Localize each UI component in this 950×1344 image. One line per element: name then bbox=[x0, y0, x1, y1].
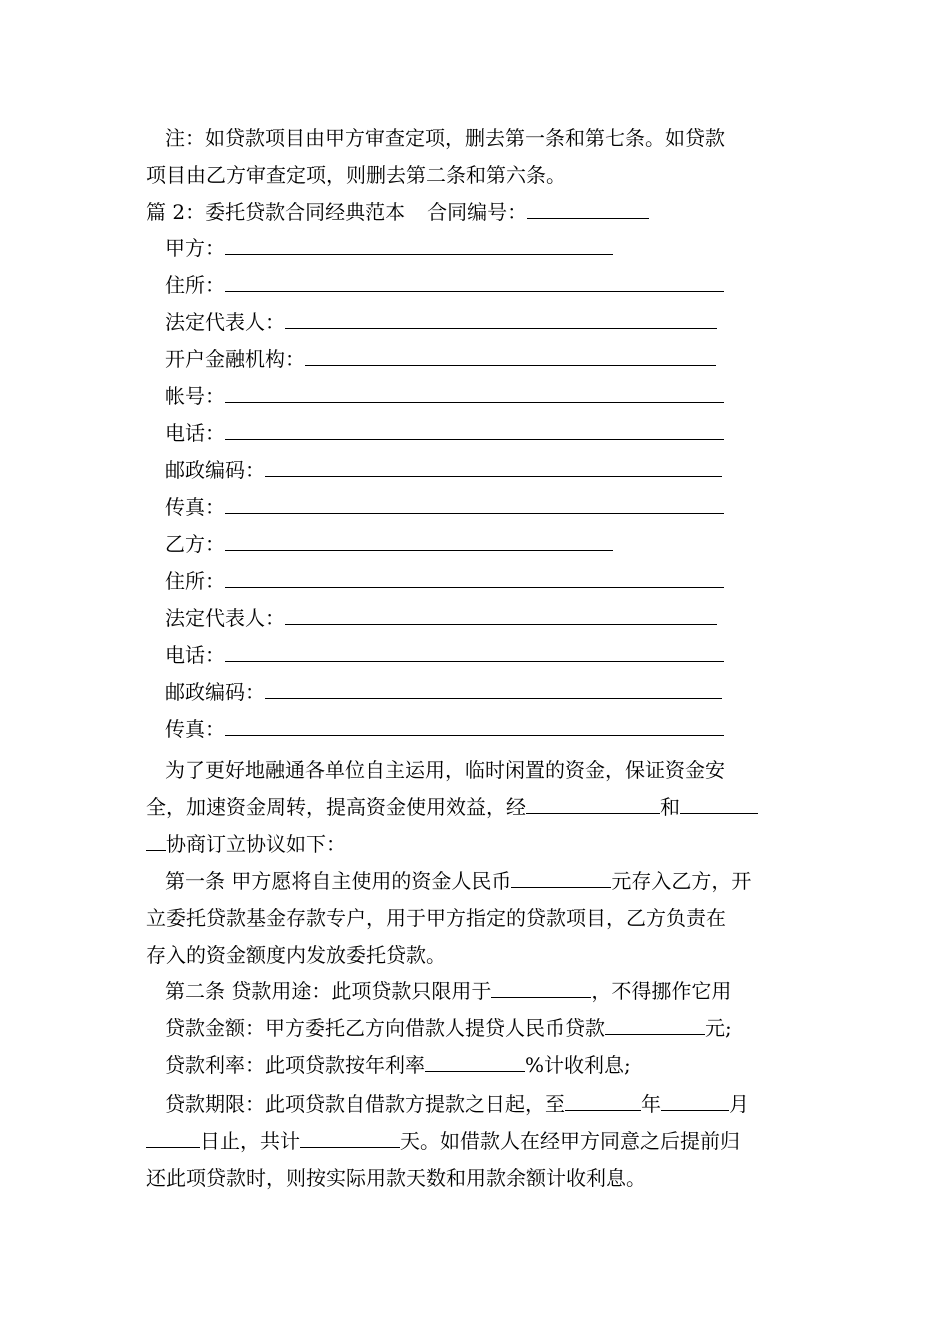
loan-rate-blank[interactable] bbox=[425, 1047, 525, 1072]
party-b-address-row bbox=[165, 563, 829, 599]
party-a-fax-row bbox=[165, 489, 829, 525]
loan-purpose-text-cont: ，不得挪作它用 bbox=[591, 979, 732, 1003]
party-a-fax-blank[interactable] bbox=[225, 489, 724, 514]
party-b-legal-rep-blank[interactable] bbox=[285, 600, 717, 625]
loan-purpose-blank[interactable] bbox=[491, 973, 591, 998]
party-a-bank-blank[interactable] bbox=[305, 341, 716, 366]
party-b-legal-rep-label: 法定代表人： bbox=[165, 606, 285, 630]
loan-term-month-label: 月 bbox=[729, 1092, 749, 1116]
loan-term-line-3: 还此项贷款时，则按实际用款天数和用款余额计收利息。 bbox=[146, 1166, 646, 1190]
party-b-fax-row bbox=[165, 711, 829, 747]
loan-purpose-line bbox=[165, 973, 829, 1009]
article-1-line-2: 立委托贷款基金存款专户，用于甲方指定的贷款项目，乙方负责在 bbox=[146, 906, 726, 930]
party-a-name-label: 甲方： bbox=[165, 236, 225, 260]
contract-title: 篇 2：委托贷款合同经典范本 bbox=[146, 200, 406, 224]
party-b-phone-row bbox=[165, 637, 829, 673]
preamble-end: 协商订立协议如下： bbox=[166, 832, 346, 856]
loan-term-day-label: 日止，共计 bbox=[200, 1129, 300, 1153]
party-a-phone-row bbox=[165, 415, 829, 451]
party-b-negotiator-blank[interactable] bbox=[680, 789, 758, 814]
loan-amount-line bbox=[165, 1010, 829, 1046]
party-a-phone-blank[interactable] bbox=[225, 415, 724, 440]
loan-rate-text: 贷款利率：此项贷款按年利率 bbox=[165, 1053, 425, 1077]
loan-amount-text: 贷款金额：甲方委托乙方向借款人提贷人民币贷款 bbox=[165, 1016, 605, 1040]
party-b-negotiator-blank-cont[interactable] bbox=[146, 826, 166, 851]
note-line-2: 项目由乙方审查定项，则删去第二条和第六条。 bbox=[146, 163, 566, 187]
party-b-postcode-blank[interactable] bbox=[265, 674, 722, 699]
party-a-legal-rep-blank[interactable] bbox=[285, 304, 717, 329]
loan-rate-line bbox=[165, 1047, 829, 1083]
party-b-postcode-row bbox=[165, 674, 829, 710]
party-a-postcode-label: 邮政编码： bbox=[165, 458, 265, 482]
loan-term-text-cont: 天。如借款人在经甲方同意之后提前归 bbox=[400, 1129, 740, 1153]
preamble-line-2 bbox=[146, 789, 810, 825]
article-1-line-3: 存入的资金额度内发放委托贷款。 bbox=[146, 943, 446, 967]
party-a-legal-rep-row bbox=[165, 304, 829, 340]
party-a-name-blank[interactable] bbox=[225, 230, 613, 255]
contract-no-label: 合同编号： bbox=[427, 200, 528, 224]
party-a-postcode-row bbox=[165, 452, 829, 488]
party-b-legal-rep-row bbox=[165, 600, 829, 636]
party-a-postcode-blank[interactable] bbox=[265, 452, 722, 477]
party-a-bank-label: 开户金融机构： bbox=[165, 347, 305, 371]
party-a-address-label: 住所： bbox=[165, 273, 225, 297]
party-a-address-row bbox=[165, 267, 829, 303]
party-a-address-blank[interactable] bbox=[225, 267, 724, 292]
loan-term-year-blank[interactable] bbox=[565, 1086, 641, 1111]
preamble-text: 全，加速资金周转，提高资金使用效益，经 bbox=[146, 795, 526, 819]
loan-purpose-text: 第二条 贷款用途：此项贷款只限用于 bbox=[165, 979, 492, 1003]
party-b-phone-label: 电话： bbox=[165, 643, 225, 667]
deposit-amount-blank[interactable] bbox=[511, 863, 611, 888]
party-b-phone-blank[interactable] bbox=[225, 637, 724, 662]
party-b-address-label: 住所： bbox=[165, 569, 225, 593]
contract-no-blank[interactable] bbox=[527, 194, 649, 219]
preamble-line-1: 为了更好地融通各单位自主运用，临时闲置的资金，保证资金安 bbox=[165, 758, 725, 782]
loan-term-day-blank[interactable] bbox=[146, 1123, 200, 1148]
loan-amount-unit: 元; bbox=[705, 1016, 732, 1040]
contract-heading bbox=[146, 194, 810, 230]
note-line-1: 注：如贷款项目由甲方审查定项，删去第一条和第七条。如贷款 bbox=[165, 126, 725, 150]
loan-term-month-blank[interactable] bbox=[661, 1086, 729, 1111]
party-a-account-label: 帐号： bbox=[165, 384, 225, 408]
preamble-line-3 bbox=[146, 826, 810, 862]
party-b-name-row bbox=[165, 526, 829, 562]
loan-amount-blank[interactable] bbox=[605, 1010, 705, 1035]
loan-term-year-label: 年 bbox=[641, 1092, 661, 1116]
party-b-name-label: 乙方： bbox=[165, 532, 225, 556]
article-1-text-cont: 元存入乙方，开 bbox=[611, 869, 752, 893]
party-b-postcode-label: 邮政编码： bbox=[165, 680, 265, 704]
article-1-text: 第一条 甲方愿将自主使用的资金人民币 bbox=[165, 869, 512, 893]
preamble-and: 和 bbox=[660, 795, 680, 819]
article-1-line-1 bbox=[165, 863, 829, 899]
party-a-negotiator-blank[interactable] bbox=[526, 789, 660, 814]
party-b-address-blank[interactable] bbox=[225, 563, 724, 588]
party-a-legal-rep-label: 法定代表人： bbox=[165, 310, 285, 334]
loan-rate-unit: %计收利息; bbox=[525, 1053, 631, 1077]
party-a-account-blank[interactable] bbox=[225, 378, 724, 403]
party-b-name-blank[interactable] bbox=[225, 526, 613, 551]
loan-term-line-1 bbox=[165, 1086, 829, 1122]
party-a-phone-label: 电话： bbox=[165, 421, 225, 445]
party-b-fax-blank[interactable] bbox=[225, 711, 724, 736]
party-a-bank-row bbox=[165, 341, 829, 377]
party-a-name-row bbox=[165, 230, 829, 266]
loan-term-text: 贷款期限：此项贷款自借款方提款之日起，至 bbox=[165, 1092, 565, 1116]
party-b-fax-label: 传真： bbox=[165, 717, 225, 741]
loan-term-days-blank[interactable] bbox=[300, 1123, 400, 1148]
party-a-fax-label: 传真： bbox=[165, 495, 225, 519]
party-a-account-row bbox=[165, 378, 829, 414]
loan-term-line-2 bbox=[146, 1123, 810, 1159]
